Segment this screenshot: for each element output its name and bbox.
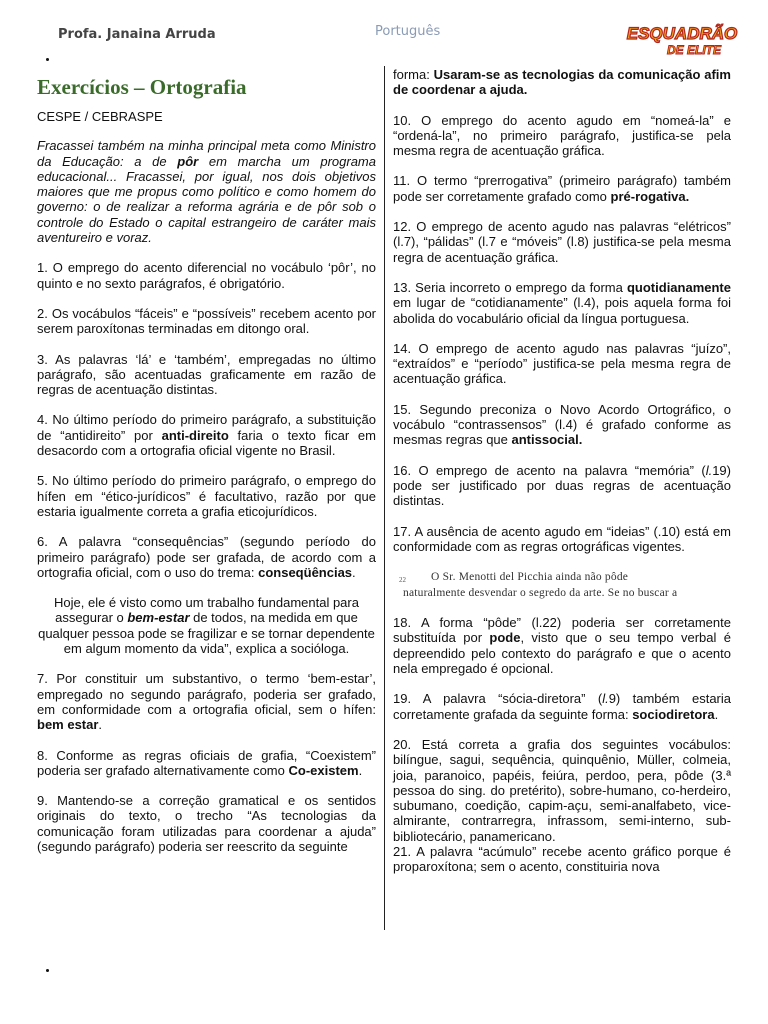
question-9-continued: forma: Usaram-se as tecnologias da comunicação afim de coordenar a ajuda. xyxy=(393,67,731,98)
question-6: 6. A palavra “consequências” (segundo período do primeiro parágrafo) pode ser grafada, de acordo com a ortografia oficial, com o uso do trema: conseqüências. xyxy=(37,534,376,580)
text-passage: Fracassei também na minha principal meta como Ministro da Educação: a de pôr em marcha um programa educacional... Fracassei, por igual, nos dois objetivos maiores que me propus como político e como homem do governo: o de realizar a reforma agrária e de pôr sob o controle do Estado o capital estrangeiro de caráter mais aventureiro e voraz. xyxy=(37,138,376,246)
question-21: 21. A palavra “acúmulo” recebe acento gráfico porque é proparoxítona; sem o acento, constituiria nova xyxy=(393,843,731,875)
svg-text:DE ELITE: DE ELITE xyxy=(666,43,722,57)
question-12: 12. O emprego de acento agudo nas palavras “elétricos” (l.7), “pálidas” (l.7 e “móveis” (l.8) justifica-se pela mesma regra de acentuação gráfica. xyxy=(393,219,731,265)
bullet-mark xyxy=(46,58,49,61)
excerpt-line-number: 22 xyxy=(399,576,406,585)
excerpt-line: O Sr. Menotti del Picchia ainda não pôde xyxy=(431,571,629,584)
question-1: 1. O emprego do acento diferencial no vocábulo ‘pôr’, no quinto e no sexto parágrafos, é obrigatório. xyxy=(37,260,376,291)
page-title: Exercícios – Ortografia xyxy=(37,75,247,99)
svg-text:ESQUADRÃO: ESQUADRÃO xyxy=(626,24,738,43)
bullet-mark xyxy=(46,969,49,972)
question-18: 18. A forma “pôde” (l.22) poderia ser corretamente substituída por pode, visto que o seu tempo verbal é depreendido pelo contexto do parágrafo e que o acento nela empregado é opcional. xyxy=(393,615,731,677)
left-column xyxy=(37,73,376,869)
question-5: 5. No último período do primeiro parágrafo, o emprego do hífen em “ético-jurídicos” é facultativo, razão por que estaria igualmente correta a grafia eticojurídicos. xyxy=(37,473,376,519)
question-2: 2. Os vocábulos “fáceis” e “possíveis” recebem acento por serem paroxítonas terminadas em ditongo oral. xyxy=(37,305,376,337)
question-14: 14. O emprego de acento agudo nas palavras “juízo”, “extraídos” e “período” justifica-se pela mesma regra de acentuação gráfica. xyxy=(393,340,731,387)
quoted-passage: Hoje, ele é visto como um trabalho fundamental para assegurar o bem-estar de todos, na medida em que qualquer pessoa pode se fragilizar e se tornar dependente em algum momento da vida”, explica a socióloga. xyxy=(38,595,375,657)
esquadrao-logo xyxy=(620,22,744,58)
question-11: 11. O termo “prerrogativa” (primeiro parágrafo) também pode ser corretamente grafado como pré-rogativa. xyxy=(393,173,731,204)
question-19: 19. A palavra “sócia-diretora” (l.9) também estaria corretamente grafada da seguinte forma: sociodiretora. xyxy=(393,691,731,722)
question-9: 9. Mantendo-se a correção gramatical e os sentidos originais do texto, o trecho “As tecnologias da comunicação foram utilizadas para coordenar a ajuda” (segundo parágrafo) poderia ser reescrito da seguinte xyxy=(37,793,376,854)
page-header xyxy=(0,0,768,60)
subject-label: Português xyxy=(375,24,441,39)
question-20: 20. Está correta a grafia dos seguintes vocábulos: bilíngue, sagui, sequência, quinquênio, Müller, colmeia, joia, paranoico, papéis, feiúra, perdoo, pera, pôde (3.ª pessoa do sing. do pretérito), sobre-humano, co-herdeiro, subumano, coedição, capim-açu, semi-analfabeto, vice-almirante, contrarregra, infrassom, semi-interno, sub-bibliotecário, panamericano. xyxy=(393,736,731,844)
question-16: 16. O emprego de acento na palavra “memória” (l.19) pode ser justificado por duas regras de acentuação distintas. xyxy=(393,462,731,509)
question-3: 3. As palavras ‘lá’ e ‘também’, empregadas no último parágrafo, são acentuadas graficamente em razão de regras de acentuação distintas. xyxy=(37,351,376,398)
question-10: 10. O emprego do acento agudo em “nomeá-la” e “ordená-la”, no primeiro parágrafo, justifica-se pela mesma regra de acentuação gráfica. xyxy=(393,112,731,159)
author-name: Profa. Janaina Arruda xyxy=(58,27,216,42)
excerpt-line: naturalmente desvendar o segredo da arte. Se no buscar a xyxy=(403,587,678,600)
right-column xyxy=(393,67,731,890)
question-7: 7. Por constituir um substantivo, o termo ‘bem-estar’, empregado no segundo parágrafo, poderia ser grafado, em conformidade com a ortografia oficial, sem o hífen: bem estar. xyxy=(37,671,376,733)
question-13: 13. Seria incorreto o emprego da forma quotidianamente em lugar de “cotidianamente” (l.4), pois aquela forma foi abolida do vocabulário oficial da língua portuguesa. xyxy=(393,279,731,326)
column-divider xyxy=(384,66,385,930)
question-8: 8. Conforme as regras oficiais de grafia, “Coexistem” poderia ser grafado alternativamente como Co-existem. xyxy=(37,747,376,778)
text-excerpt-image xyxy=(395,569,711,605)
question-17: 17. A ausência de acento agudo em “ideias” (.10) está em conformidade com as regras ortográficas vigentes. xyxy=(393,523,731,554)
exam-source: CESPE / CEBRASPE xyxy=(37,109,163,124)
question-15: 15. Segundo preconiza o Novo Acordo Ortográfico, o vocábulo “contrassensos” (l.4) é grafado conforme as mesmas regras que antissocial. xyxy=(393,401,731,448)
question-4: 4. No último período do primeiro parágrafo, a substituição de “antidireito” por anti-direito faria o texto ficar em desacordo com a ortografia oficial vigente no Brasil. xyxy=(37,412,376,459)
